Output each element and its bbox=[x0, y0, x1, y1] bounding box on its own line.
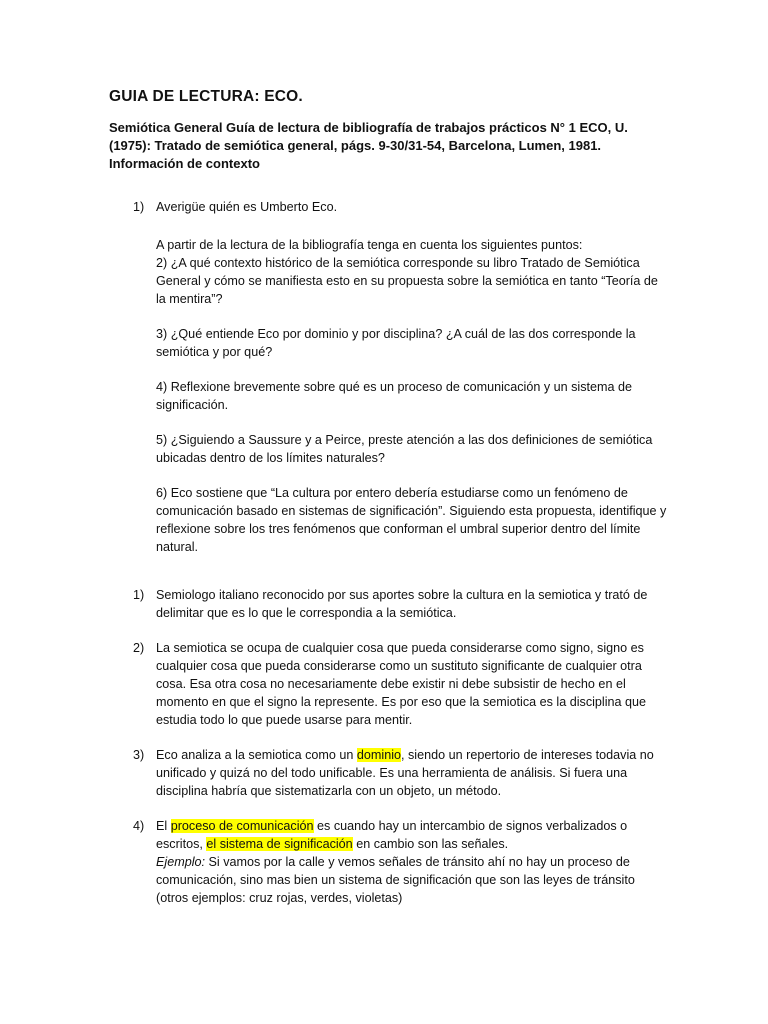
question-3: 3) ¿Qué entiende Eco por dominio y por disciplina? ¿A cuál de las dos corresponde la semiótica y por qué? bbox=[156, 327, 636, 359]
question-4: 4) Reflexione brevemente sobre qué es un proceso de comunicación y un sistema de significación. bbox=[156, 380, 633, 412]
answer-3 bbox=[109, 746, 669, 800]
answer-4 bbox=[109, 817, 669, 907]
answer-number: 1) bbox=[133, 588, 145, 602]
answer-number: 4) bbox=[133, 819, 145, 833]
answer-text: La semiotica se ocupa de cualquier cosa que pueda considerarse como signo, signo es cualquier cosa que pueda considerarse como un sustituto significante de cualquier otra cosa. Esa otra cosa no necesariamente debe existir ni debe subsistir de hecho en el momento en que el signo la represente. Es por eso que la semiotica es la disciplina que estudia todo lo que puede usarse para mentir. bbox=[156, 641, 647, 727]
question-2-block bbox=[156, 236, 669, 308]
highlighted-term-dominio: dominio bbox=[356, 748, 402, 762]
answer-text-pre: Eco analiza a la semiotica como un bbox=[156, 748, 357, 762]
answer-text: Semiologo italiano reconocido por sus aportes sobre la cultura en la semiotica y trató de delimitar que es lo que le correspondia a la semiótica. bbox=[156, 588, 648, 620]
answer-2 bbox=[109, 639, 669, 729]
example-label: Ejemplo: bbox=[156, 855, 205, 869]
questions-list bbox=[109, 198, 669, 573]
question-2: 2) ¿A qué contexto histórico de la semiótica corresponde su libro Tratado de Semiótica General y cómo se manifiesta esto en su propuesta sobre la semiótica en tanto “Teoría de la mentira”? bbox=[156, 256, 658, 306]
question-text: Averigüe quién es Umberto Eco. bbox=[156, 200, 338, 214]
reading-intro: A partir de la lectura de la bibliografía tenga en cuenta los siguientes puntos: bbox=[156, 238, 583, 252]
answer-text-mid: es cuando hay un intercambio de signos verbalizados o escritos, bbox=[156, 819, 628, 851]
question-6: 6) Eco sostiene que “La cultura por entero debería estudiarse como un fenómeno de comunicación basado en sistemas de significación”. Siguiendo esta propuesta, identifique y reflexione sobre los tres fenómenos que conforman el umbral superior dentro del límite natural. bbox=[156, 486, 667, 554]
question-number: 1) bbox=[133, 200, 145, 214]
question-1 bbox=[109, 198, 669, 216]
question-5: 5) ¿Siguiendo a Saussure y a Peirce, preste atención a las dos definiciones de semiótica ubicadas dentro de los límites naturales? bbox=[156, 433, 653, 465]
answer-text-post: en cambio son las señales. bbox=[352, 837, 509, 851]
answer-number: 3) bbox=[133, 748, 145, 762]
answer-text-post: , siendo un repertorio de intereses todavia no unificado y quizá no del todo unificable. Es una herramienta de análisis. Si fuera una disciplina habría que sistematizarla con un objeto, un método. bbox=[156, 748, 654, 798]
highlighted-term-sistema: el sistema de significación bbox=[206, 837, 353, 851]
answers-list bbox=[109, 586, 669, 924]
answer-text-pre: El bbox=[156, 819, 171, 833]
document-title: GUIA DE LECTURA: ECO. bbox=[109, 88, 303, 105]
highlighted-term-proceso: proceso de comunicación bbox=[170, 819, 314, 833]
document-subtitle: Semiótica General Guía de lectura de bibliografía de trabajos prácticos N° 1 ECO, U. (1975): Tratado de semiótica general, págs. 9-30/31-54, Barcelona, Lumen, 1981. Información de contexto bbox=[109, 120, 628, 171]
answer-1 bbox=[109, 586, 669, 622]
example-text: Si vamos por la calle y vemos señales de tránsito ahí no hay un proceso de comunicación, sino mas bien un sistema de significación que son las leyes de tránsito (otros ejemplos: cruz rojas, verdes, violetas) bbox=[156, 855, 635, 905]
answer-number: 2) bbox=[133, 641, 145, 655]
